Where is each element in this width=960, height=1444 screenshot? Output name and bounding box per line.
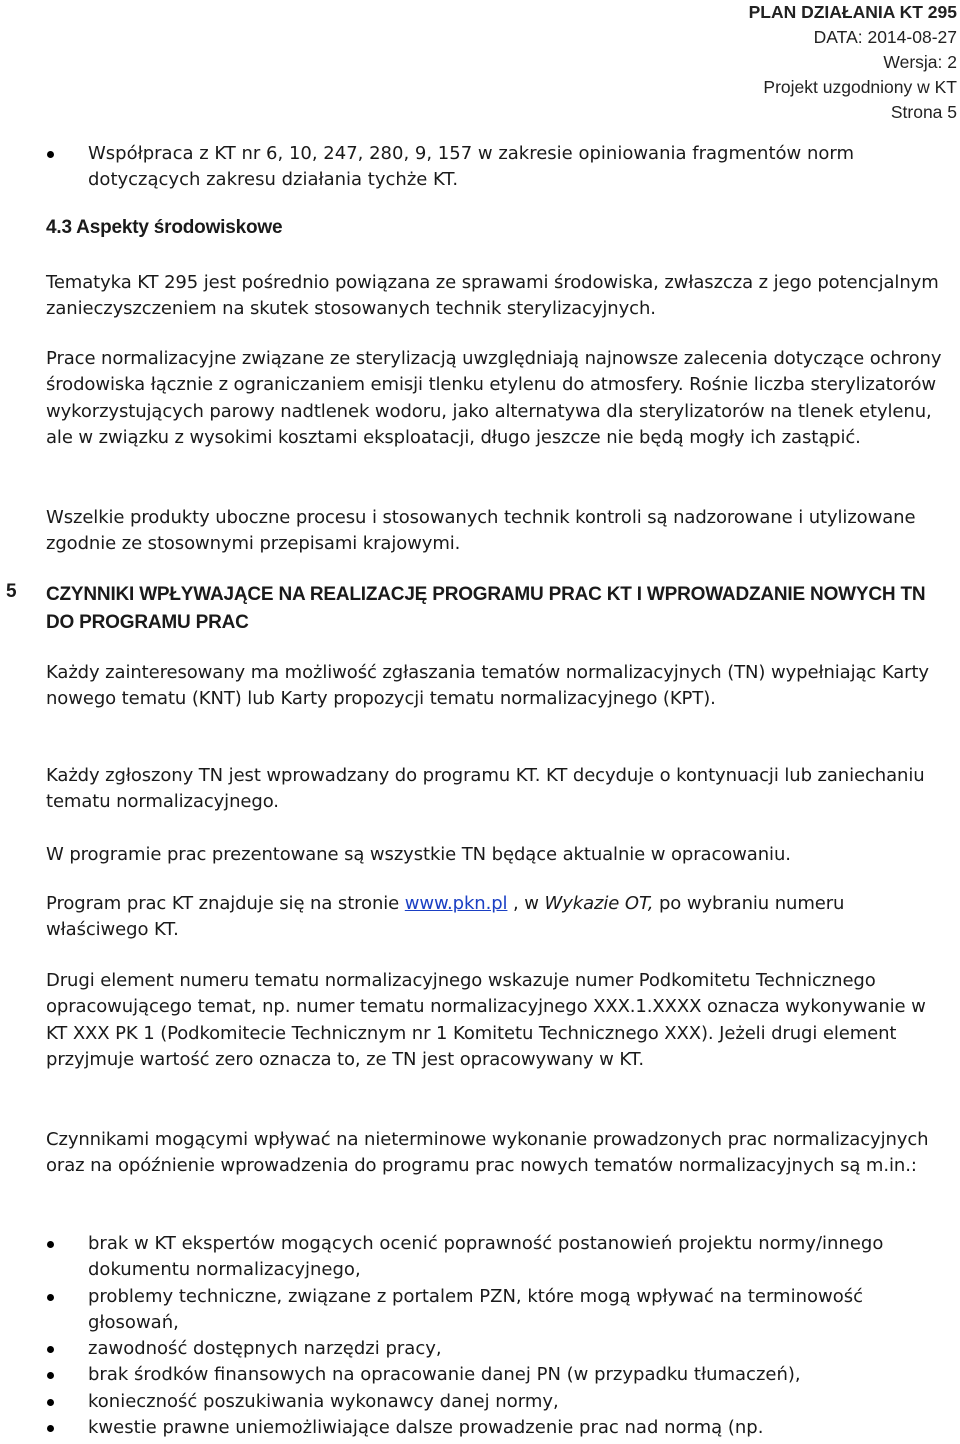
pkn-website-link[interactable]: www.pkn.pl [404,893,508,914]
list-item-text: zawodność dostępnych narzędzi pracy, [88,1338,442,1360]
list-item-text: Współpraca z KT nr 6, 10, 247, 280, 9, 157 w zakresie opiniowania fragmentów norm dotyczących zakresu działania tychże KT. [88,143,855,191]
bullet-icon [47,1346,54,1353]
program-location-paragraph [46,891,946,944]
header-status: Projekt uzgodniony w KT [763,77,957,97]
italic-text: Wykazie OT, [544,893,654,914]
list-item [0,1415,958,1441]
list-item [0,1284,958,1337]
header-version: Wersja: 2 [883,52,957,72]
bullet-icon [47,151,54,158]
page-header [749,0,957,125]
header-date: DATA: 2014-08-27 [813,27,957,47]
list-item [0,1362,958,1388]
list-item-text: brak w KT ekspertów mogących ocenić poprawność postanowień projektu normy/innego dokumentu normalizacyjnego, [88,1233,884,1281]
text-run: , w [507,893,545,914]
bullet-icon [47,1425,54,1432]
list-item [0,1231,958,1284]
paragraph: Czynnikami mogącymi wpływać na nieterminowe wykonanie prowadzonych prac normalizacyjnych oraz na opóźnienie wprowadzenia do programu prac nowych tematów normalizacyjnych są m.in.: [46,1129,929,1177]
text-run: Program prac KT znajduje się na stronie [46,893,405,914]
header-page-number: Strona 5 [890,102,957,122]
section-number: 5 [6,581,17,602]
paragraph: Każdy zgłoszony TN jest wprowadzany do programu KT. KT decyduje o kontynuacji lub zaniechaniu tematu normalizacyjnego. [46,765,925,813]
bullet-icon [47,1399,54,1406]
list-item-text: problemy techniczne, związane z portalem PZN, które mogą wpływać na terminowość głosowań, [88,1285,864,1333]
section-heading-5: CZYNNIKI WPŁYWAJĄCE NA REALIZACJĘ PROGRAMU PRAC KT I WPROWADZANIE NOWYCH TN DO PROGRAMU PRAC [46,584,926,633]
cooperation-list [0,141,958,194]
paragraph: Drugi element numeru tematu normalizacyjnego wskazuje numer Podkomitetu Technicznego opracowującego temat, np. numer tematu normalizacyjnego XXX.1.XXXX oznacza wykonywanie w KT XXX PK 1 (Podkomitecie Technicznym nr 1 Komitetu Technicznego XXX). Jeżeli drugi element przyjmuje wartość zero oznacza to, ze TN jest opracowywany w KT. [46,970,926,1070]
list-item [0,1389,958,1415]
paragraph: W programie prac prezentowane są wszystkie TN będące aktualnie w opracowaniu. [46,844,791,865]
section-heading-4-3: 4.3 Aspekty środowiskowe [46,217,283,238]
bullet-icon [47,1372,54,1379]
text-run: po wybraniu numeru właściwego KT. [46,893,845,941]
list-item-text: kwestie prawne uniemożliwiające dalsze prowadzenie prac nad normą (np. [88,1417,764,1439]
list-item-text: brak środków finansowych na opracowanie danej PN (w przypadku tłumaczeń), [88,1364,801,1386]
list-item [0,141,958,194]
list-item [0,1336,958,1362]
bullet-icon [47,1294,54,1301]
paragraph: Tematyka KT 295 jest pośrednio powiązana ze sprawami środowiska, zwłaszcza z jego potencjalnym zanieczyszczeniem na skutek stosowanych technik sterylizacyjnych. [46,272,939,320]
bullet-icon [47,1241,54,1248]
paragraph: Każdy zainteresowany ma możliwość zgłaszania tematów normalizacyjnych (TN) wypełniając Karty nowego tematu (KNT) lub Karty propozycji tematu normalizacyjnego (KPT). [46,662,929,710]
paragraph: Wszelkie produkty uboczne procesu i stosowanych technik kontroli są nadzorowane i utylizowane zgodnie ze stosownymi przepisami krajowymi. [46,507,916,555]
paragraph: Prace normalizacyjne związane ze sterylizacją uwzględniają najnowsze zalecenia dotyczące ochrony środowiska łącznie z ograniczaniem emisji tlenku etylenu do atmosfery. Rośnie liczba sterylizatorów wykorzystujących parowy nadtlenek wodoru, jako alternatywa dla sterylizatorów na tlenek etylenu, ale w związku z wysokimi kosztami eksploatacji, długo jeszcze nie będą mogły ich zastąpić. [46,348,942,448]
delay-factors-list [0,1231,958,1441]
list-item-text: konieczność poszukiwania wykonawcy danej normy, [88,1390,559,1412]
plan-title: PLAN DZIAŁANIA KT 295 [748,2,957,22]
